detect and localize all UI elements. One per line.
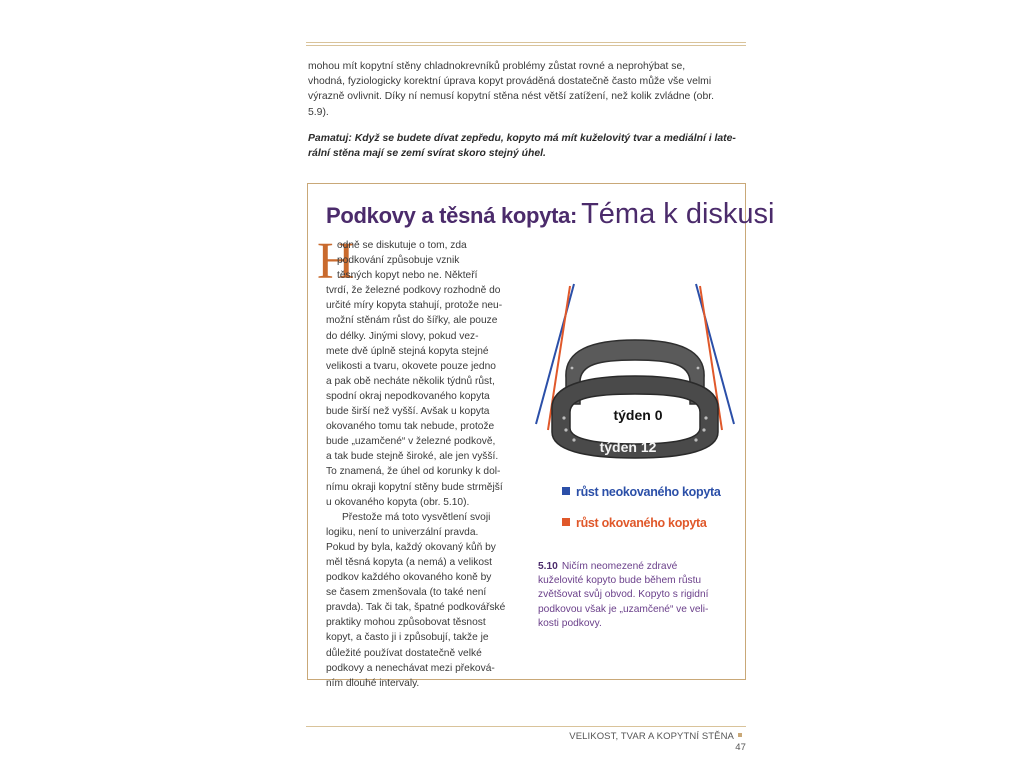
body-line: velikosti a tvaru, okovete pouze jedno: [326, 360, 496, 372]
body-line: pravda). Tak či tak, špatné podkovářské: [326, 602, 506, 614]
body-line: se časem zmenšovala (to také není: [326, 587, 487, 599]
sidebar-paragraph-2: [326, 510, 516, 691]
body-line: mete dvě úplně stejná kopyta stejné: [326, 345, 489, 357]
caption-line: podkovou však je „uzamčené“ ve veli-: [538, 603, 709, 615]
body-line: Přestože má toto vysvětlení svoji: [342, 511, 491, 523]
body-line: podkování způsobuje vznik: [337, 255, 460, 267]
page-number: 47: [735, 742, 746, 753]
body-line: měl těsná kopyta (a nemá) a velikost: [326, 556, 492, 568]
legend-shod-label: růst okovaného kopyta: [576, 516, 707, 530]
body-line: podkovy a nenechávat mezi překová-: [326, 662, 495, 674]
body-line: určité míry kopyta stahují, protože neu-: [326, 300, 503, 312]
legend-blue-swatch: [562, 487, 570, 495]
body-line: To znamená, že úhel od korunky k dol-: [326, 466, 501, 478]
body-line: logiku, není to univerzální pravda.: [326, 526, 479, 538]
drop-cap-letter: H: [317, 233, 355, 290]
footer-separator: [738, 733, 742, 737]
sidebar-title-topic: Téma k diskusi: [581, 198, 775, 230]
body-line: odně se diskutuje o tom, zda: [337, 240, 467, 251]
remember-note: [308, 131, 748, 161]
caption-line: kuželovité kopyto bude během růstu: [538, 575, 702, 587]
intro-line: mohou mít kopytní stěny chladnokrevníků problémy zůstat rovné a neprohýbat se,: [308, 61, 686, 72]
footer-rule: [306, 726, 746, 727]
body-line: kopyt, a často ji i způsobují, takže je: [326, 632, 489, 644]
intro-line: výrazně ovlivnit. Díky ní nemusí kopytní stěna nést větší zatížení, než kolik zvládne (obr.: [308, 91, 715, 103]
sidebar-paragraph-1: [326, 238, 516, 510]
body-line: bude „uzamčené“ v železné podkově,: [326, 436, 496, 448]
body-line: důležité používat dostatečně velké: [326, 647, 482, 659]
figure-caption: [538, 560, 718, 631]
body-line: u okovaného kopyta (obr. 5.10).: [326, 496, 470, 508]
sidebar-title: [326, 198, 774, 231]
running-footer: [560, 731, 746, 753]
footer-section-title: VELIKOST, TVAR A KOPYTNÍ STĚNA: [569, 731, 734, 742]
body-line: do délky. Jinými slovy, pokud vez-: [326, 330, 479, 342]
body-line: nímu okraji kopytní stěny bude strmější: [326, 481, 503, 493]
caption-line: zvětšovat svůj obvod. Kopyto s rigidní: [538, 589, 709, 601]
week-0-label: týden 0: [613, 407, 663, 423]
week-12-label: týden 12: [599, 439, 657, 455]
caption-line: Ničím neomezené zdravé: [561, 561, 678, 572]
intro-paragraph: [308, 59, 748, 120]
hoof-growth-figure: [530, 282, 740, 472]
body-line: Pokud by byla, každý okovaný kůň by: [326, 541, 496, 553]
caption-line: kosti podkovy.: [538, 617, 602, 629]
body-line: možní stěnám růst do šířky, ale pouze: [326, 315, 498, 327]
body-line: okovaného tomu tak nebude, protože: [326, 421, 495, 433]
intro-line: vhodná, fyziologicky korektní úprava kopyt prováděná dostatečně často může vše velmi: [308, 76, 712, 88]
top-double-rule: [306, 42, 746, 48]
remember-line: rální stěna mají se zemí svírat skoro stejný úhel.: [308, 148, 546, 160]
legend-shod: [562, 516, 707, 530]
caption-number: 5.10: [538, 561, 558, 572]
body-line: praktiky mohou způsobovat těsnost: [326, 617, 486, 629]
body-line: spodní okraj nepodkovaného kopyta: [326, 390, 490, 402]
body-line: a tak bude stejně široké, ale jen vyšší.: [326, 451, 499, 463]
legend-unshod: [562, 485, 721, 499]
sidebar-title-main: Podkovy a těsná kopyta:: [326, 203, 578, 228]
legend-red-swatch: [562, 518, 570, 526]
body-line: těsných kopyt nebo ne. Někteří: [337, 270, 478, 282]
body-line: a pak obě necháte několik týdnů růst,: [326, 375, 495, 387]
remember-line: Pamatuj: Když se budete dívat zepředu, kopyto má mít kuželovitý tvar a mediální i late-: [308, 133, 736, 144]
body-line: ním dlouhé intervaly.: [326, 677, 420, 689]
body-line: bude širší než vyšší. Avšak u kopyta: [326, 406, 490, 418]
sidebar-body-text: [326, 238, 516, 691]
intro-line: 5.9).: [308, 106, 329, 118]
legend-unshod-label: růst neokovaného kopyta: [576, 485, 721, 499]
body-line: tvrdí, že železné podkovy rozhodně do: [326, 285, 501, 297]
body-line: podkov každého okovaného koně by: [326, 572, 492, 584]
